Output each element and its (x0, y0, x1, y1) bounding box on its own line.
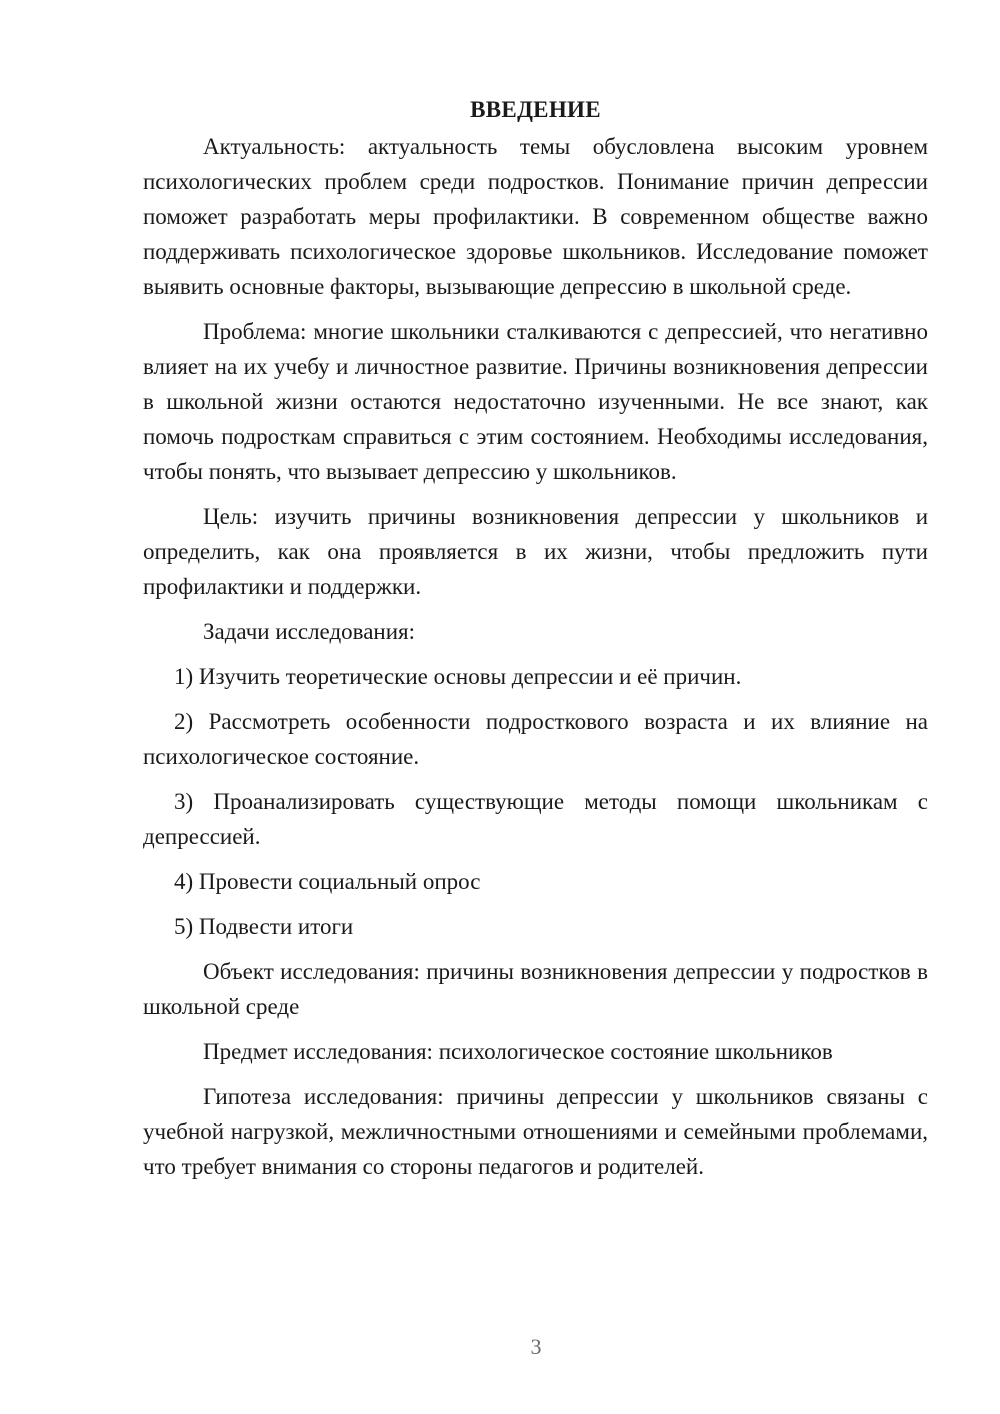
task-item: 1) Изучить теоретические основы депрессии и её причин. (174, 664, 742, 689)
relevance-paragraph: Актуальность: актуальность темы обусловлена высоким уровнем психологических проблем среди подростков. Понимание причин депрессии поможет разработать меры профилактики. В современном обществе важно поддерживать психологическое здоровье школьников. Исследование поможет выявить основные факторы, вызывающие депрессию в школьной среде. (143, 134, 928, 299)
hypothesis-paragraph: Гипотеза исследования: причины депрессии у школьников связаны с учебной нагрузкой, межличностными отношениями и семейными проблемами, что требует внимания со стороны педагогов и родителей. (143, 1084, 928, 1179)
goal-paragraph: Цель: изучить причины возникновения депрессии у школьников и определить, как она проявляется в их жизни, чтобы предложить пути профилактики и поддержки. (143, 504, 928, 599)
section-title: ВВЕДЕНИЕ (470, 97, 601, 122)
tasks-heading: Задачи исследования: (203, 619, 416, 644)
research-subject-paragraph: Предмет исследования: психологическое состояние школьников (203, 1039, 833, 1064)
task-item: 3) Проанализировать существующие методы помощи школьникам с депрессией. (143, 789, 928, 849)
task-item: 5) Подвести итоги (174, 914, 354, 939)
page-number: 3 (530, 1334, 542, 1359)
task-item: 2) Рассмотреть особенности подросткового возраста и их влияние на психологическое состояние. (143, 709, 928, 769)
task-item: 4) Провести социальный опрос (174, 869, 481, 894)
problem-paragraph: Проблема: многие школьники сталкиваются с депрессией, что негативно влияет на их учебу и личностное развитие. Причины возникновения депрессии в школьной жизни остаются недостаточно изученными. Не все знают, как помочь подросткам справиться с этим состоянием. Необходимы исследования, чтобы понять, что вызывает депрессию у школьников. (143, 319, 928, 484)
research-object-paragraph: Объект исследования: причины возникновения депрессии у подростков в школьной среде (143, 959, 928, 1019)
page-content (143, 92, 928, 1184)
